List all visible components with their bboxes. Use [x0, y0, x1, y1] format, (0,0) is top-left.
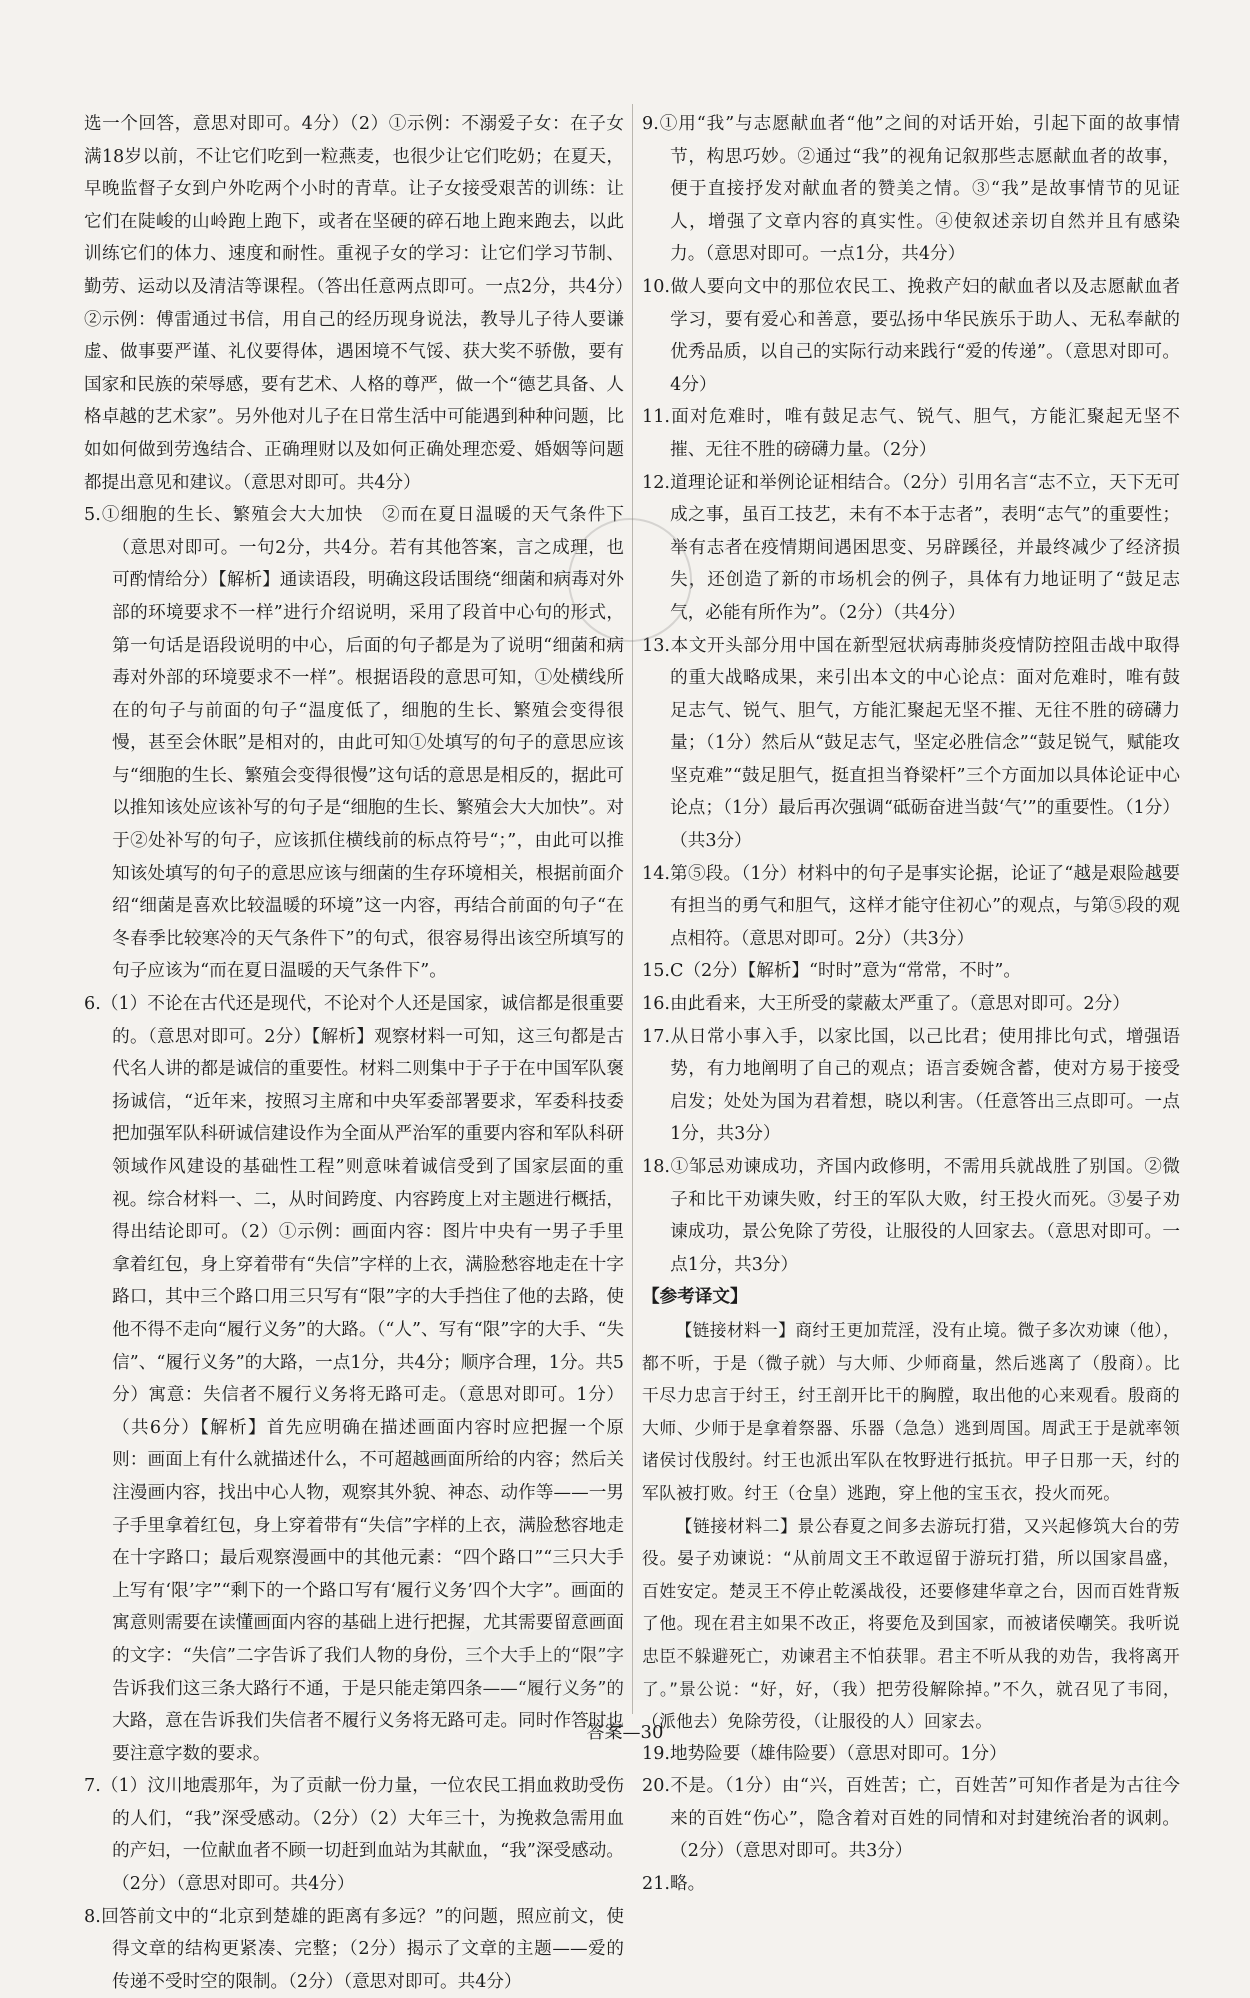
answer-20: 20.不是。（1分）由“兴，百姓苦；亡，百姓苦”可知作者是为古往今来的百姓“伤心”，隐含着对百姓的同情和对封建统治者的讽刺。（2分）（意思对即可。共3分） [642, 1776, 1180, 1862]
answer-5: 5.①细胞的生长、繁殖会大大加快 ②而在夏日温暖的天气条件下（意思对即可。一句2分，共4分。若有其他答案，言之成理，也可酌情给分）【解析】通读语段，明确这段话围绕“细菌和病毒对外部的环境要求不一样”进行介绍说明，采用了段首中心句的形式，第一句话是语段说明的中心，后面的句子都是为了说明“细菌和病毒对外部的环境要求不一样”。根据语段的意思可知，①处横线所在的句子与前面的句子“温度低了，细胞的生长、繁殖会变得很慢，甚至会休眠”是相对的，由此可知①处填写的句子的意思应该与“细胞的生长、繁殖会变得很慢”这句话的意思是相反的，据此可以推知该处应该补写的句子是“细胞的生长、繁殖会大大加快”。对于②处补写的句子，应该抓住横线前的标点符号“；”，由此可以推知该处填写的句子的意思应该与细菌的生存环境相关，根据前面介绍“细菌是喜欢比较温暖的环境”这一内容，再结合前面的句子“在冬春季比较寒冷的天气条件下”的句式，很容易得出该空所填写的句子应该为“而在夏日温暖的天气条件下”。 [84, 505, 624, 982]
answer-13: 13.本文开头部分用中国在新型冠状病毒肺炎疫情防控阻击战中取得的重大战略成果，来引出本文的中心论点：面对危难时，唯有鼓足志气、锐气、胆气，方能汇聚起无坚不摧、无往不胜的磅礴力量；（1分）然后从“鼓足志气，坚定必胜信念”“鼓足锐气，赋能攻坚克难”“鼓足胆气，挺直担当脊梁杆”三个方面加以具体论证中心论点；（1分）最后再次强调“砥砺奋进当鼓‘气’”的重要性。（1分）（共3分） [642, 635, 1180, 852]
column-divider [632, 104, 633, 1714]
right-column [642, 108, 1180, 1901]
answer-10: 10.做人要向文中的那位农民工、挽救产妇的献血者以及志愿献血者学习，要有爱心和善意，要弘扬中华民族乐于助人、无私奉献的优秀品质，以自己的实际行动来践行“爱的传递”。（意思对即可。4分） [642, 276, 1180, 395]
answer-18: 18.①邹忌劝谏成功，齐国内政修明，不需用兵就战胜了别国。②微子和比干劝谏失败，纣王的军队大败，纣王投火而死。③晏子劝谏成功，景公免除了劳役，让服役的人回家去。（意思对即可。一点1分，共3分） [642, 1157, 1180, 1275]
left-column [84, 108, 624, 1998]
answer-17: 17.从日常小事入手，以家比国，以己比君；使用排比句式，增强语势，有力地阐明了自己的观点；语言委婉含蓄，使对方易于接受启发；处处为国为君着想，晓以利害。（任意答出三点即可。一点1分，共3分） [642, 1026, 1180, 1145]
answer-9: 9.①用“我”与志愿献血者“他”之间的对话开始，引起下面的故事情节，构思巧妙。②通过“我”的视角记叙那些志愿献血者的故事，便于直接抒发对献血者的赞美之情。③“我”是故事情节的见证人，增强了文章内容的真实性。④使叙述亲切自然并且有感染力。（意思对即可。一点1分，共4分） [642, 114, 1180, 265]
translation-material-2: 【链接材料二】景公春夏之间多去游玩打猎，又兴起修筑大台的劳役。晏子劝谏说：“从前周文王不敢逗留于游玩打猎，所以国家昌盛，百姓安定。楚灵王不停止乾溪战役，还要修建华章之台，因而百姓背叛了他。现在君主如果不改正，将要危及到国家，而被诸侯嘲笑。我听说忠臣不躲避死亡，劝谏君主不怕获罪。君主不听从我的劝告，我将离开了。”景公说：“好，好，（我）把劳役解除掉。”不久，就召见了韦冏，（派他去）免除劳役，（让服役的人）回家去。 [642, 1515, 1180, 1732]
page-footer: 答案—30 [586, 1722, 664, 1743]
reference-translation-title: 【参考译文】 [642, 1286, 748, 1308]
answer-4-continued: 选一个回答，意思对即可。4分）（2）①示例：不溺爱子女：在子女满18岁以前，不让它们吃到一粒燕麦，也很少让它们吃奶；在夏天，早晚监督子女到户外吃两个小时的青草。让子女接受艰苦的训练：让它们在陡峻的山岭跑上跑下，或者在坚硬的碎石地上跑来跑去，以此训练它们的体力、速度和耐性。重视子女的学习：让它们学习节制、勤劳、运动以及清洁等课程。（答出任意两点即可。一点2分，共4分）②示例：傅雷通过书信，用自己的经历现身说法，教导儿子待人要谦虚、做事要严谨、礼仪要得体，遇困境不气馁、获大奖不骄傲，要有国家和民族的荣辱感，要有艺术、人格的尊严，做一个“德艺具备、人格卓越的艺术家”。另外他对儿子在日常生活中可能遇到种种问题，比如如何做到劳逸结合、正确理财以及如何正确处理恋爱、婚姻等问题都提出意见和建议。（意思对即可。共4分） [84, 114, 624, 493]
answer-16: 16.由此看来，大王所受的蒙蔽太严重了。（意思对即可。2分） [642, 994, 1130, 1015]
answer-14: 14.第⑤段。（1分）材料中的句子是事实论据，论证了“越是艰险越要有担当的勇气和胆气，这样才能守住初心”的观点，与第⑤段的观点相符。（意思对即可。2分）（共3分） [642, 863, 1180, 949]
answer-7: 7.（1）汶川地震那年，为了贡献一份力量，一位农民工捐血救助受伤的人们，“我”深受感动。（2分）（2）大年三十，为挽救急需用血的产妇，一位献血者不顾一切赶到血站为其献血，“我”深受感动。（2分）（意思对即可。共4分） [84, 1776, 624, 1895]
answer-21: 21.略。 [642, 1874, 706, 1895]
answer-6: 6.（1）不论在古代还是现代，不论对个人还是国家，诚信都是很重要的。（意思对即可。2分）【解析】观察材料一可知，这三句都是古代名人讲的都是诚信的重要性。材料二则集中于子于在中国军队褒扬诚信，“近年来，按照习主席和中央军委部署要求，军委科技委把加强军队科研诚信建设作为全面从严治军的重要内容和军队科研领域作风建设的基础性工程”则意味着诚信受到了国家层面的重视。综合材料一、二，从时间跨度、内容跨度上对主题进行概括，得出结论即可。（2）①示例：画面内容：图片中央有一男子手里拿着红包，身上穿着带有“失信”字样的上衣，满脸愁容地走在十字路口，其中三个路口用三只写有“限”字的大手挡住了他的去路，使他不得不走向“履行义务”的大路。（“人”、写有“限”字的大手、“失信”、“履行义务”的大路，一点1分，共4分；顺序合理，1分。共5分）寓意：失信者不履行义务将无路可走。（意思对即可。1分）（共6分）【解析】首先应明确在描述画面内容时应把握一个原则：画面上有什么就描述什么，不可超越画面所给的内容；然后关注漫画内容，找出中心人物，观察其外貌、神态、动作等——一男子手里拿着红包，身上穿着带有“失信”字样的上衣，满脸愁容地走在十字路口；最后观察漫画中的其他元素：“四个路口”“三只大手上写有‘限’字”“剩下的一个路口写有‘履行义务’四个大字”。画面的寓意则需要在读懂画面内容的基础上进行把握，尤其需要留意画面的文字：“失信”二字告诉了我们人物的身份，三个大手上的“限”字告诉我们这三条大路行不通，于是只能走第四条——“履行义务”的大路，意在告诉我们失信者不履行义务将无路可走。同时作答时也要注意字数的要求。 [84, 994, 624, 1764]
answer-8: 8.回答前文中的“北京到楚雄的距离有多远？”的问题，照应前文，使得文章的结构更紧凑、完整；（2分）揭示了文章的主题——爱的传递不受时空的限制。（2分）（意思对即可。共4分） [84, 1906, 624, 1992]
answer-15: 15.C（2分）【解析】“时时”意为“常常，不时”。 [642, 961, 1021, 982]
translation-material-1: 【链接材料一】商纣王更加荒淫，没有止境。微子多次劝谏（他），都不听，于是（微子就）与大师、少师商量，然后逃离了（殷商）。比干尽力忠言于纣王，纣王剖开比干的胸膛，取出他的心来观看。殷商的大师、少师于是拿着祭器、乐器（急急）逃到周国。周武王于是就率领诸侯讨伐殷纣。纣王也派出军队在牧野进行抵抗。甲子日那一天，纣的军队被打败。纣王（仓皇）逃跑，穿上他的宝玉衣，投火而死。 [642, 1319, 1180, 1503]
answer-19: 19.地势险要（雄伟险要）（意思对即可。1分） [642, 1743, 1007, 1764]
answer-11: 11.面对危难时，唯有鼓足志气、锐气、胆气，方能汇聚起无坚不摧、无往不胜的磅礴力量。（2分） [642, 407, 1180, 460]
answer-12: 12.道理论证和举例论证相结合。（2分）引用名言“志不立，天下无可成之事，虽百工技艺，未有不本于志者”，表明“志气”的重要性；举有志者在疫情期间遇困思变、另辟蹊径，并最终减少了经济损失，还创造了新的市场机会的例子，具体有力地证明了“鼓足志气，必能有所作为”。（2分）（共4分） [642, 472, 1180, 623]
